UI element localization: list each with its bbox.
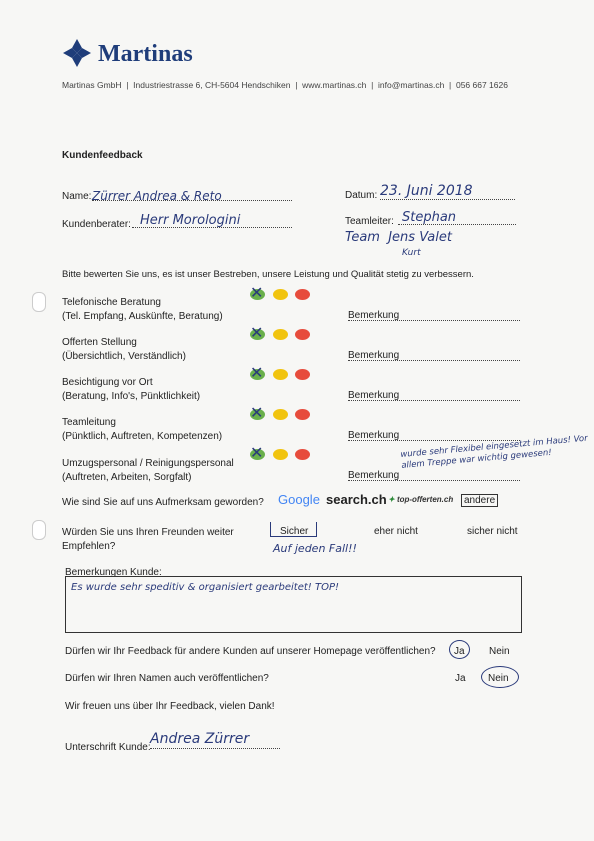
selected-x-mark-icon: ✕ [250, 325, 264, 342]
kunde-label: Bemerkungen Kunde: [65, 567, 162, 578]
punch-hole [32, 520, 46, 540]
rating-title: Teamleitung [62, 417, 116, 428]
source-search[interactable] [326, 492, 387, 507]
neutral-face-icon[interactable] [273, 289, 288, 300]
berater-value: Herr Morologini [140, 213, 241, 228]
teamleiter-value: Stephan [402, 210, 457, 225]
recommend-question-2: Empfehlen? [62, 541, 116, 552]
rating-title: Umzugspersonal / Reinigungspersonal [62, 458, 234, 469]
sad-face-icon[interactable] [295, 449, 310, 460]
kunde-value: Es wurde sehr speditiv & organisiert gearbeitet! TOP! [71, 582, 340, 593]
andere-label: andere [464, 495, 496, 506]
source-top-offerten[interactable] [388, 495, 453, 504]
publish-nein-label: Nein [489, 646, 510, 657]
rating-title: Telefonische Beratung [62, 297, 161, 308]
search-logo: search.ch [326, 492, 387, 507]
rating-title: Besichtigung vor Ort [62, 377, 153, 388]
publish-question: Dürfen wir Ihr Feedback für andere Kunden auf unserer Homepage veröffentlichen? [65, 646, 436, 657]
source-andere[interactable] [461, 494, 498, 507]
recommend-eher-nicht[interactable] [374, 526, 418, 537]
sad-face-icon[interactable] [295, 409, 310, 420]
name-value: Zürrer Andrea & Reto [92, 189, 222, 203]
rating-subtitle: (Pünktlich, Auftreten, Kompetenzen) [62, 431, 223, 442]
teamleiter-field[interactable] [398, 208, 516, 225]
rating-subtitle: (Auftreten, Arbeiten, Sorgfalt) [62, 472, 192, 483]
datum-field[interactable] [380, 182, 515, 200]
bemerkung-label: Bemerkung [348, 470, 400, 481]
name-field[interactable] [92, 187, 292, 201]
selected-x-mark-icon: ✕ [250, 285, 264, 302]
publish-selected-circle [449, 640, 470, 659]
selected-x-mark-icon: ✕ [250, 405, 264, 422]
rating-bemerkung[interactable] [348, 390, 520, 401]
top-offerten-logo: top-offerten.ch [396, 495, 454, 504]
bemerkung-label: Bemerkung [348, 350, 400, 361]
name-label: Name: [62, 191, 92, 202]
berater-field[interactable] [132, 211, 292, 228]
sad-face-icon[interactable] [295, 289, 310, 300]
bemerkung-label: Bemerkung [348, 310, 400, 321]
rating-bemerkung[interactable] [348, 470, 520, 481]
rating-subtitle: (Beratung, Info's, Pünktlichkeit) [62, 391, 201, 402]
form-title: Kundenfeedback [62, 150, 143, 161]
rating-bemerkung[interactable] [348, 310, 520, 321]
signature-label: Unterschrift Kunde: [65, 742, 151, 753]
sad-face-icon[interactable] [295, 329, 310, 340]
recommend-note: Auf jeden Fall!! [273, 542, 357, 555]
signature-field[interactable] [150, 730, 280, 749]
rating-title: Offerten Stellung [62, 337, 137, 348]
address-line: Martinas GmbH | Industriestrasse 6, CH-5604 Hendschiken | www.martinas.ch | info@martinas.ch | 056 667 1626 [62, 80, 508, 90]
kunde-textarea[interactable] [65, 576, 522, 633]
recommend-sicher-nicht[interactable] [467, 526, 518, 537]
name-question: Dürfen wir Ihren Namen auch veröffentlichen? [65, 673, 269, 684]
thanks-text: Wir freuen uns über Ihr Feedback, vielen Dank! [65, 701, 275, 712]
company-name: Martinas [98, 41, 193, 67]
rating-bemerkung[interactable] [348, 350, 520, 361]
berater-label: Kundenberater: [62, 219, 131, 230]
selected-x-mark-icon: ✕ [250, 445, 264, 462]
rating-subtitle: (Tel. Empfang, Auskünfte, Beratung) [62, 311, 223, 322]
teamleiter-label: Teamleiter: [345, 216, 394, 227]
recommend-selected-mark [270, 522, 317, 537]
publish-ja-label: Ja [454, 646, 465, 657]
neutral-face-icon[interactable] [273, 369, 288, 380]
signature-value: Andrea Zürrer [150, 731, 250, 747]
neutral-face-icon[interactable] [273, 329, 288, 340]
publish-nein[interactable] [489, 646, 510, 657]
name-selected-circle [481, 666, 519, 688]
rating-bemerkung[interactable] [348, 430, 520, 441]
name-nein-label: Nein [488, 673, 509, 684]
recommend-sicher-nicht-label: sicher nicht [467, 526, 518, 537]
datum-value: 23. Juni 2018 [380, 183, 473, 199]
bemerkung-label: Bemerkung [348, 430, 400, 441]
source-google[interactable] [278, 492, 320, 507]
neutral-face-icon[interactable] [273, 449, 288, 460]
rating-subtitle: (Übersichtlich, Verständlich) [62, 351, 186, 362]
team-note: Team Jens Valet [345, 230, 452, 245]
recommend-sicher-label: Sicher [280, 526, 309, 537]
name-ja[interactable] [455, 673, 466, 684]
intro-text: Bitte bewerten Sie uns, es ist unser Bestreben, unsere Leistung und Qualität stetig zu verbessern. [62, 269, 474, 280]
punch-hole [32, 292, 46, 312]
neutral-face-icon[interactable] [273, 409, 288, 420]
logo-mark-icon [62, 38, 92, 68]
google-logo: Google [278, 492, 320, 507]
sad-face-icon[interactable] [295, 369, 310, 380]
rating-comment: wurde sehr Flexibel eingesetzt im Haus! Vor allem Treppe war wichtig gewesen! [400, 433, 589, 471]
top-offerten-icon: ✦ [388, 495, 395, 504]
datum-label: Datum: [345, 190, 378, 201]
logo [62, 38, 92, 73]
name-ja-label: Ja [455, 673, 466, 684]
team-note-2: Kurt [402, 248, 421, 258]
bemerkung-label: Bemerkung [348, 390, 400, 401]
recommend-eher-nicht-label: eher nicht [374, 526, 418, 537]
source-question: Wie sind Sie auf uns Aufmerksam geworden? [62, 497, 264, 508]
recommend-question-1: Würden Sie uns Ihren Freunden weiter [62, 527, 234, 538]
selected-x-mark-icon: ✕ [250, 365, 264, 382]
